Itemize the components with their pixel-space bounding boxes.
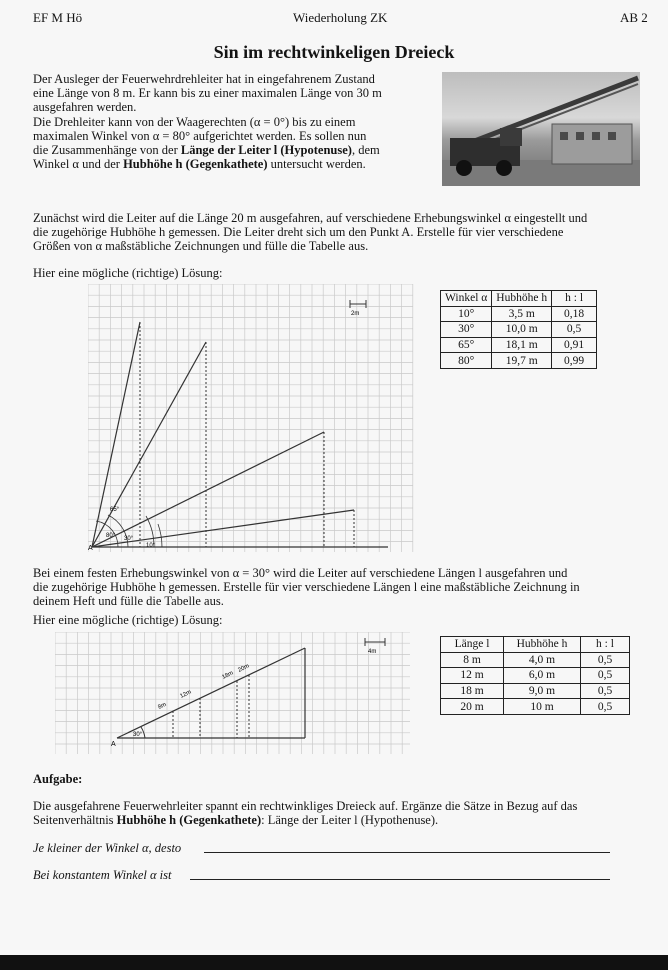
point-a-label: A [111, 741, 116, 748]
angle-label: 30° [133, 732, 143, 738]
angle-label: 65° [110, 507, 120, 513]
table-row: 10° 3,5 m 0,18 [441, 306, 597, 322]
table-row: 8 m 4,0 m 0,5 [441, 652, 630, 668]
header-left: EF M Hö [33, 10, 83, 25]
table-row: 80° 19,7 m 0,99 [441, 353, 597, 369]
intro-line: maximalen Winkel von α = 80° aufgerichtet werden. Es sollen nun [33, 128, 367, 143]
length-label: 18m [221, 670, 235, 681]
part2-text: Bei einem festen Erhebungswinkel von α = 30° wird die Leiter auf verschiedene Längen l ausgefahren und die zugehörige Hubhöhe h gemessen. Erstelle für vier verschiedene Längen l eine maßstäbliche Zeichnung in deinem Heft und fülle die Tabelle aus. [33, 566, 580, 609]
page-title: Sin im rechtwinkeligen Dreieck [213, 42, 455, 62]
header-center: Wiederholung ZK [293, 10, 388, 25]
answer-line-2[interactable] [190, 879, 610, 880]
length-table [440, 636, 630, 715]
table-row: 30° 10,0 m 0,5 [441, 322, 597, 338]
table-header: h : l [581, 637, 630, 653]
table-header: Länge l [441, 637, 504, 653]
angle-table [440, 290, 597, 369]
sentence-prompt-1: Je kleiner der Winkel α, desto [33, 841, 182, 855]
task-text: Die ausgefahrene Feuerwehrleiter spannt ein rechtwinkliges Dreieck auf. Ergänze die Sätze in Bezug auf das Seitenverhältnis Hubhöhe h (Gegenkathete): Länge der Leiter l (Hypothenuse). [33, 799, 578, 828]
table-header: Hubhöhe h [492, 291, 552, 307]
point-a-label: A [88, 545, 93, 552]
part1-solution-label: Hier eine mögliche (richtige) Lösung: [33, 266, 223, 280]
length-drawing [55, 632, 415, 757]
scale-label: 2m [351, 311, 360, 317]
intro-line: die Zusammenhänge von der Länge der Leiter l (Hypotenuse), dem [33, 143, 380, 158]
table-row: 18 m 9,0 m 0,5 [441, 683, 630, 699]
header-right: AB 2 [620, 10, 648, 25]
ladder-30 [92, 432, 324, 547]
angle-drawing [88, 284, 418, 554]
scale-label: 4m [368, 649, 377, 655]
bottom-bar [0, 955, 668, 970]
intro-line: eine Länge von 8 m. Er kann bis zu einer maximalen Länge von 30 m [33, 86, 382, 101]
table-header: Hubhöhe h [504, 637, 581, 653]
table-row: 20 m 10 m 0,5 [441, 699, 630, 715]
ladder-line [117, 648, 305, 738]
table-header: Winkel α [441, 291, 492, 307]
table-row: 65° 18,1 m 0,91 [441, 337, 597, 353]
angle-label: 80° [106, 533, 116, 539]
length-label: 12m [179, 689, 193, 700]
length-label: 20m [237, 663, 251, 674]
table-header: h : l [552, 291, 597, 307]
part2-solution-label: Hier eine mögliche (richtige) Lösung: [33, 613, 223, 627]
angle-label: 10° [146, 543, 156, 549]
intro-line: Die Drehleiter kann von der Waagerechten (α = 0°) bis zu einem [33, 114, 356, 129]
fire-truck-illustration [442, 72, 640, 186]
fire-truck-photo [442, 72, 640, 186]
task-heading: Aufgabe: [33, 772, 83, 786]
intro-line: Winkel α und der Hubhöhe h (Gegenkathete) untersucht werden. [33, 157, 366, 172]
intro-line: ausgefahren werden. [33, 100, 137, 115]
sentence-prompt-2: Bei konstantem Winkel α ist [33, 868, 172, 882]
part1-text: Zunächst wird die Leiter auf die Länge 20 m ausgefahren, auf verschiedene Erhebungswinkel α eingestellt und die zugehörige Hubhöhe h gemessen. Die Leiter dreht sich um den Punkt A. Erstelle für vier verschiedene Größen von α maßstäbliche Zeichnungen und fülle die Tabelle aus. [33, 211, 588, 254]
answer-line-1[interactable] [204, 852, 610, 853]
intro-paragraph [33, 72, 435, 171]
table-row: 12 m 6,0 m 0,5 [441, 668, 630, 684]
angle-label: 30° [124, 536, 134, 542]
length-label: 8m [157, 701, 168, 711]
intro-line: Der Ausleger der Feuerwehrdrehleiter hat in eingefahrenem Zustand [33, 72, 375, 86]
